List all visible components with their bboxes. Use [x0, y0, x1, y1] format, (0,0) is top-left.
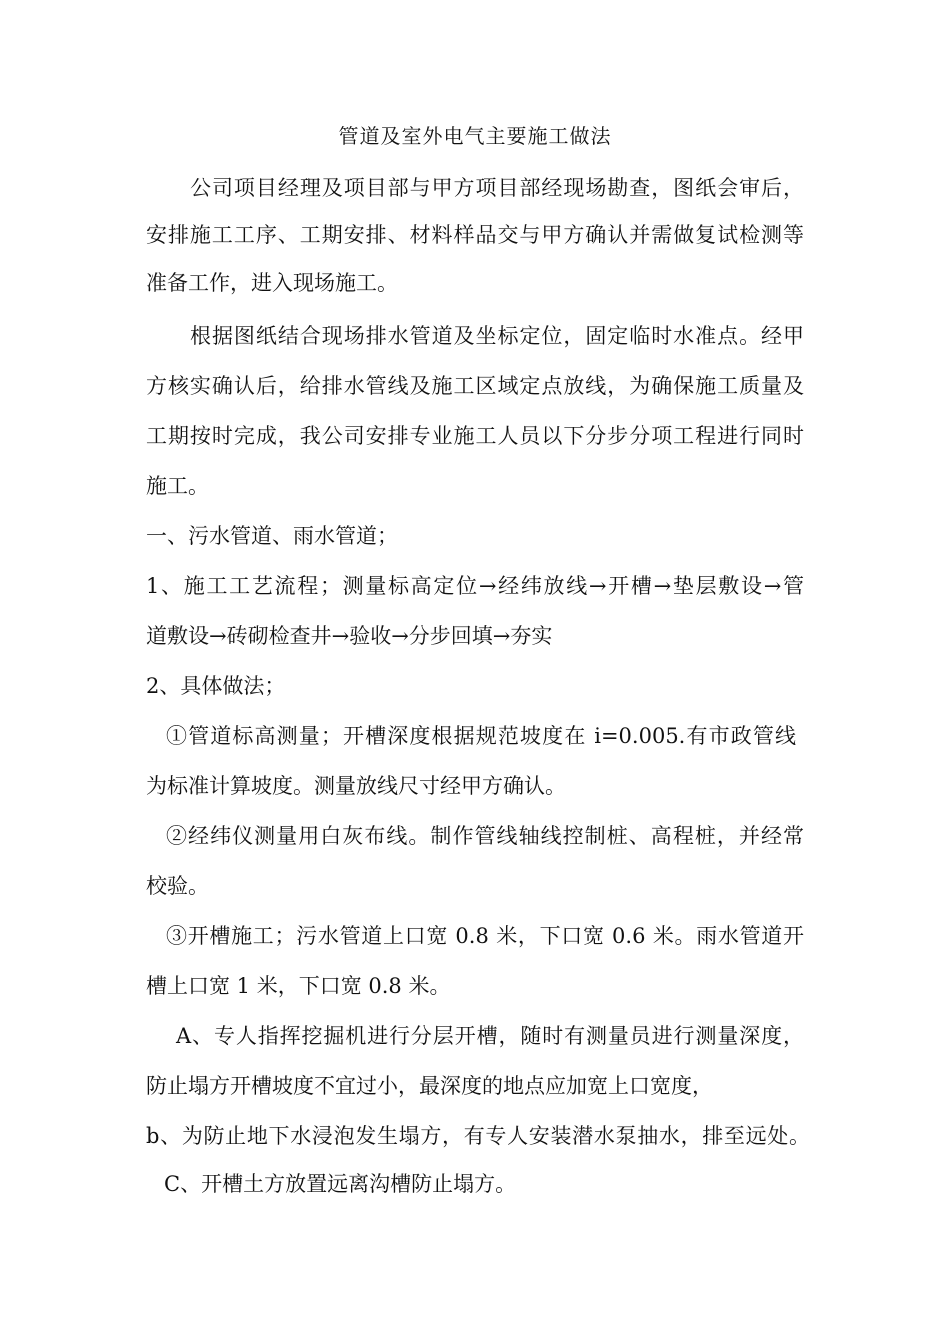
process-flow-line-1: 1、施工工艺流程；测量标高定位→经纬放线→开槽→垫层敷设→管 [146, 574, 804, 598]
sub-item-b: b、为防止地下水浸泡发生塌方，有专人安装潜水泵抽水，排至远处。 [146, 1124, 810, 1148]
paragraph-2-line-3: 工期按时完成，我公司安排专业施工人员以下分步分项工程进行同时 [146, 424, 804, 448]
paragraph-1-line-3: 准备工作，进入现场施工。 [146, 271, 398, 295]
subheading-specific-methods: 2、具体做法； [146, 674, 286, 698]
section-heading-1: 一、污水管道、雨水管道； [146, 524, 398, 548]
sub-item-c: C、开槽土方放置远离沟槽防止塌方。 [164, 1172, 517, 1196]
sub-item-a-line-2: 防止塌方开槽坡度不宜过小，最深度的地点应加宽上口宽度， [146, 1074, 713, 1098]
item-1-line-2: 为标准计算坡度。测量放线尺寸经甲方确认。 [146, 774, 566, 798]
item-2-line-2: 校验。 [146, 874, 209, 898]
process-flow-line-2: 道敷设→砖砌检查井→验收→分步回填→夯实 [146, 624, 553, 648]
item-1-line-1: ①管道标高测量；开槽深度根据规范坡度在 i=0.005.有市政管线 [166, 724, 796, 748]
item-2-line-1: ②经纬仪测量用白灰布线。制作管线轴线控制桩、高程桩，并经常 [166, 824, 804, 848]
document-title: 管道及室外电气主要施工做法 [338, 124, 612, 148]
sub-item-a-line-1: A、专人指挥挖掘机进行分层开槽，随时有测量员进行测量深度， [176, 1024, 804, 1048]
paragraph-2-line-2: 方核实确认后，给排水管线及施工区域定点放线，为确保施工质量及 [146, 374, 804, 398]
item-3-line-2: 槽上口宽 1 米，下口宽 0.8 米。 [146, 974, 451, 998]
paragraph-2-line-1: 根据图纸结合现场排水管道及坐标定位，固定临时水准点。经甲 [190, 324, 804, 348]
paragraph-2-line-4: 施工。 [146, 474, 209, 498]
paragraph-1-line-1: 公司项目经理及项目部与甲方项目部经现场勘查，图纸会审后， [190, 176, 804, 200]
item-3-line-1: ③开槽施工；污水管道上口宽 0.8 米，下口宽 0.6 米。雨水管道开 [166, 924, 804, 948]
paragraph-1-line-2: 安排施工工序、工期安排、材料样品交与甲方确认并需做复试检测等 [146, 223, 804, 247]
